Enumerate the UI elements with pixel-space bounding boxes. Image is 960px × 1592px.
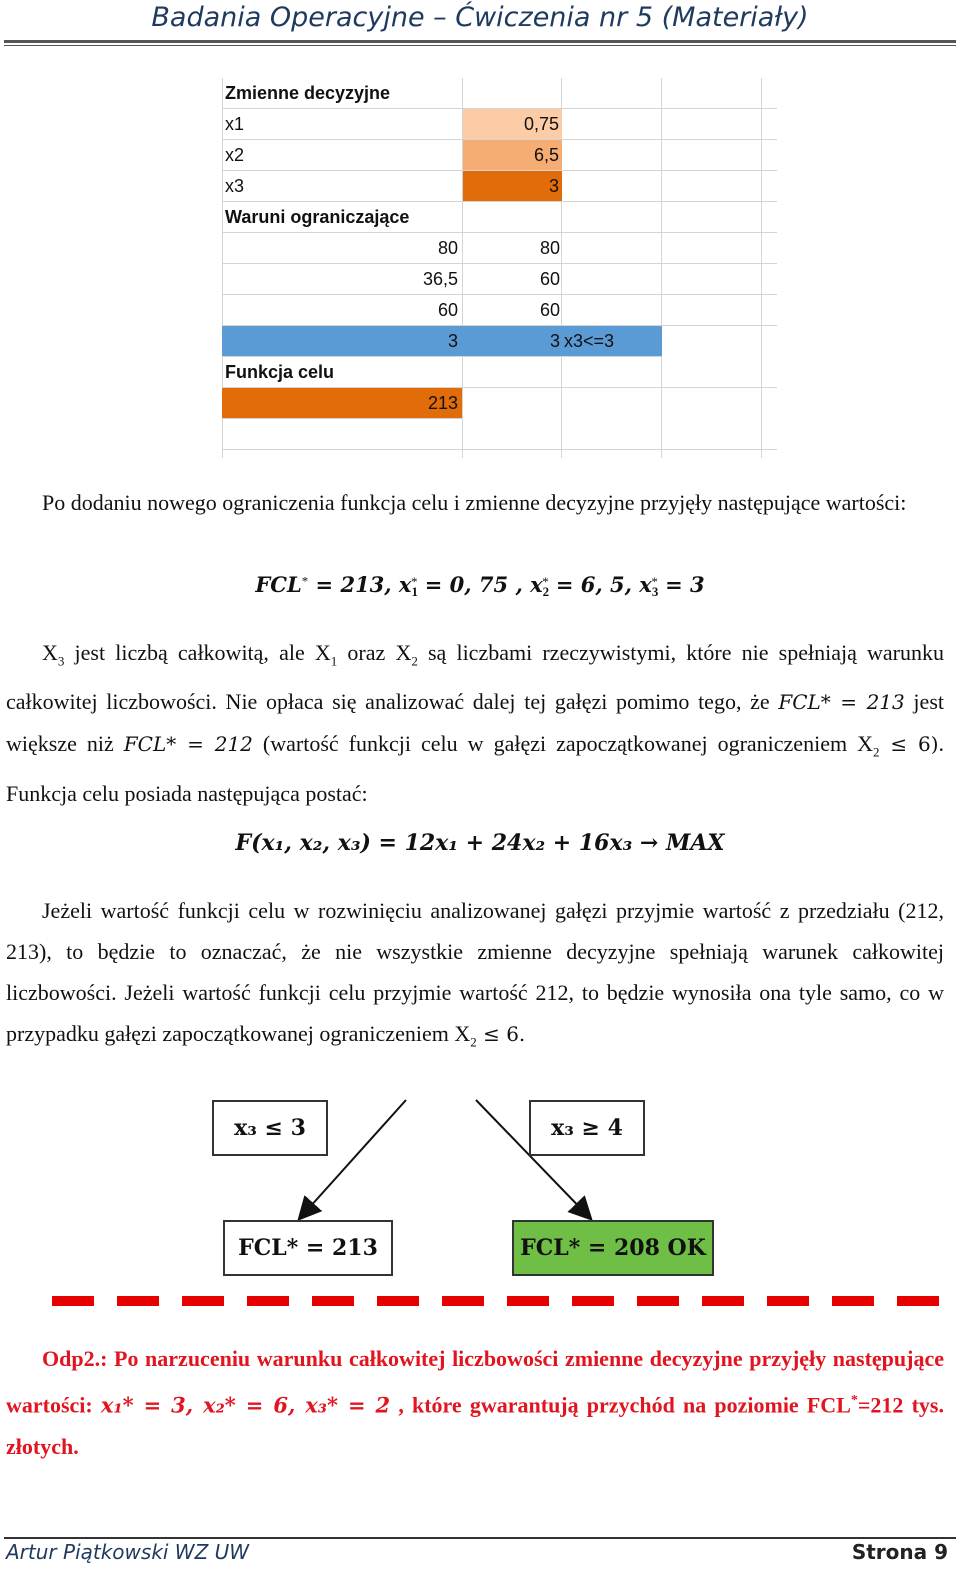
text-f: (wartość funkcji celu w gałęzi zapoczątkowanej ograniczeniem X xyxy=(252,731,873,757)
footer-rule xyxy=(4,1537,956,1539)
page-title: Badania Operacyjne – Ćwiczenia nr 5 (Materiały) xyxy=(151,2,809,33)
sheet-row-x1 xyxy=(222,109,777,140)
sheet-row-decision-header xyxy=(222,78,777,109)
var-name-x1: x1 xyxy=(225,114,245,134)
var-value-x1: 0,75 xyxy=(523,114,559,134)
separator-dash xyxy=(247,1296,289,1306)
sheet-row-constraints-header xyxy=(222,202,777,233)
text-d: są liczbami rzeczywistymi, które nie spełniają warunku całkowitej liczbowości. Nie opłaca się analizować dalej tej gałęzi pomimo tego, że xyxy=(6,640,944,715)
var-value-x2: 6,5 xyxy=(533,145,559,165)
constraint-rhs: 60 xyxy=(539,269,560,289)
branch-left-label: x₃ ≤ 3 xyxy=(234,1115,306,1141)
separator-dash xyxy=(377,1296,419,1306)
formula-fcl-value: = 213, xyxy=(308,572,399,597)
branch-left xyxy=(212,1100,328,1156)
sheet-row-x3 xyxy=(222,171,777,202)
text-c: oraz X xyxy=(337,640,412,665)
answer-text1: Po narzuceniu warunku całkowitej liczbowości zmienne decyzyjne przyjęły następujące wartości: xyxy=(6,1346,944,1418)
separator-dash xyxy=(637,1296,679,1306)
constraint-lhs: 36,5 xyxy=(422,269,458,289)
separator-dash xyxy=(52,1296,94,1306)
formula-objective xyxy=(0,830,960,856)
constraint-lhs: 80 xyxy=(437,238,458,258)
header-rule xyxy=(4,40,956,43)
formula-x3: x xyxy=(639,572,652,597)
constraint-row-highlighted xyxy=(222,326,662,357)
separator-dash xyxy=(182,1296,224,1306)
separator-dash xyxy=(312,1296,354,1306)
formula-fcl: FCL xyxy=(255,572,302,597)
spreadsheet-excerpt xyxy=(222,78,782,458)
para3-text: Jeżeli wartość funkcji celu w rozwinięciu analizowanej gałęzi przyjmie wartość z przedziału (212, 213), to będzie to oznaczać, że nie wszystkie zmienne decyzyjne spełniają warunek całkowitej liczbowości. Jeżeli wartość funkcji celu przyjmie wartość 212, to będzie wynosiła ona tyle samo, co w przypadku gałęzi zapoczątkowanej ograniczeniem X xyxy=(6,898,944,1046)
constraint-note: x3<=3 xyxy=(564,331,615,351)
paragraph-interpretation xyxy=(6,890,944,1062)
page-header xyxy=(0,0,960,44)
result-left-label: FCL* = 213 xyxy=(238,1235,378,1261)
result-right xyxy=(512,1220,714,1276)
separator-dash xyxy=(572,1296,614,1306)
sub-1: 1 xyxy=(330,653,338,669)
footer-author: Artur Piątkowski WZ UW xyxy=(6,1540,250,1564)
sheet-row-x2 xyxy=(222,140,777,171)
separator-dash xyxy=(117,1296,159,1306)
text-g: . Funkcja celu posiada następująca postać: xyxy=(6,731,944,806)
paragraph-intro: Po dodaniu nowego ograniczenia funkcja celu i zmienne decyzyjne przyjęły następujące wartości: xyxy=(42,490,907,515)
sheet-row-objective-header xyxy=(222,357,777,388)
formula-x2: x xyxy=(530,572,543,597)
separator-dash xyxy=(897,1296,939,1306)
separator-dash xyxy=(702,1296,744,1306)
var-name-x2: x2 xyxy=(225,145,245,165)
constraint-row xyxy=(222,233,777,264)
constraint-row xyxy=(222,295,777,326)
footer-page-number: Strona 9 xyxy=(851,1540,948,1564)
text-b: jest liczbą całkowitą, ale X xyxy=(64,640,331,665)
var-name-x3: x3 xyxy=(225,176,245,196)
branch-right-label: x₃ ≥ 4 xyxy=(551,1115,623,1141)
constraint-lhs: 3 xyxy=(447,331,458,351)
text-e: jest większe niż xyxy=(6,689,944,757)
formula-x3-value: = 3 xyxy=(657,572,705,597)
constraint-rhs: 3 xyxy=(549,331,560,351)
text-x3: X xyxy=(42,640,58,665)
var-value-x2-cell xyxy=(463,140,562,170)
paragraph-analysis xyxy=(6,632,944,814)
separator-dash xyxy=(507,1296,549,1306)
answer-values: x₁* = 3, x₂* = 6, x₃* = 2 xyxy=(100,1392,391,1418)
answer-text2: , które gwarantują przychód na poziomie FCL xyxy=(390,1392,851,1418)
answer-text3: =212 tys. złotych. xyxy=(6,1392,944,1460)
objective-row xyxy=(222,388,462,419)
objective-header: Funkcja celu xyxy=(225,362,335,382)
sub-3: 3 xyxy=(57,653,65,669)
formula-x1-value: = 0, 75 , xyxy=(417,572,531,597)
constraints-header: Waruni ograniczające xyxy=(225,207,410,227)
inline-fcl-213: FCL* = 213 xyxy=(778,690,905,715)
para3-sub: 2 xyxy=(470,1034,477,1050)
var-value-x3-cell xyxy=(463,171,562,201)
formula-x1: x xyxy=(398,572,412,597)
constraint-rhs: 60 xyxy=(539,300,560,320)
sheet-row-empty xyxy=(222,419,777,450)
tree-arrows xyxy=(0,1090,960,1230)
decision-header: Zmienne decyzyjne xyxy=(225,83,391,103)
inline-fcl-212: FCL* = 212 xyxy=(123,732,253,757)
objective-value: 213 xyxy=(427,393,458,413)
result-right-label: FCL* = 208 OK xyxy=(520,1235,706,1261)
var-value-x3: 3 xyxy=(548,176,559,196)
constraint-rhs: 80 xyxy=(539,238,560,258)
result-left xyxy=(223,1220,393,1276)
var-value-x1-cell xyxy=(463,109,562,139)
separator-dash xyxy=(832,1296,874,1306)
separator-dash xyxy=(442,1296,484,1306)
constraint-row xyxy=(222,264,777,295)
para3-tail: ≤ 6. xyxy=(476,1022,526,1046)
answer-paragraph xyxy=(6,1338,944,1468)
branch-right xyxy=(529,1100,645,1156)
constraint-lhs: 60 xyxy=(437,300,458,320)
header-rule-thin xyxy=(4,45,956,46)
separator-dash xyxy=(767,1296,809,1306)
inline-le-6: ≤ 6) xyxy=(879,732,939,757)
answer-label: Odp2.: xyxy=(42,1346,108,1371)
formula-x2-value: = 6, 5, xyxy=(548,572,640,597)
formula-solution: FCL* = 213, $x_1^* = 0$, 75 , $x_2^* = 6$, 5, $x_3^* = 3$ xyxy=(255,572,705,600)
sub-2b: 2 xyxy=(872,744,880,760)
objective-function: F(x₁, x₂, x₃) = 12x₁ + 24x₂ + 16x₃ → MAX xyxy=(235,830,725,856)
sub-2: 2 xyxy=(411,653,418,669)
answer-star: * xyxy=(850,1393,858,1408)
